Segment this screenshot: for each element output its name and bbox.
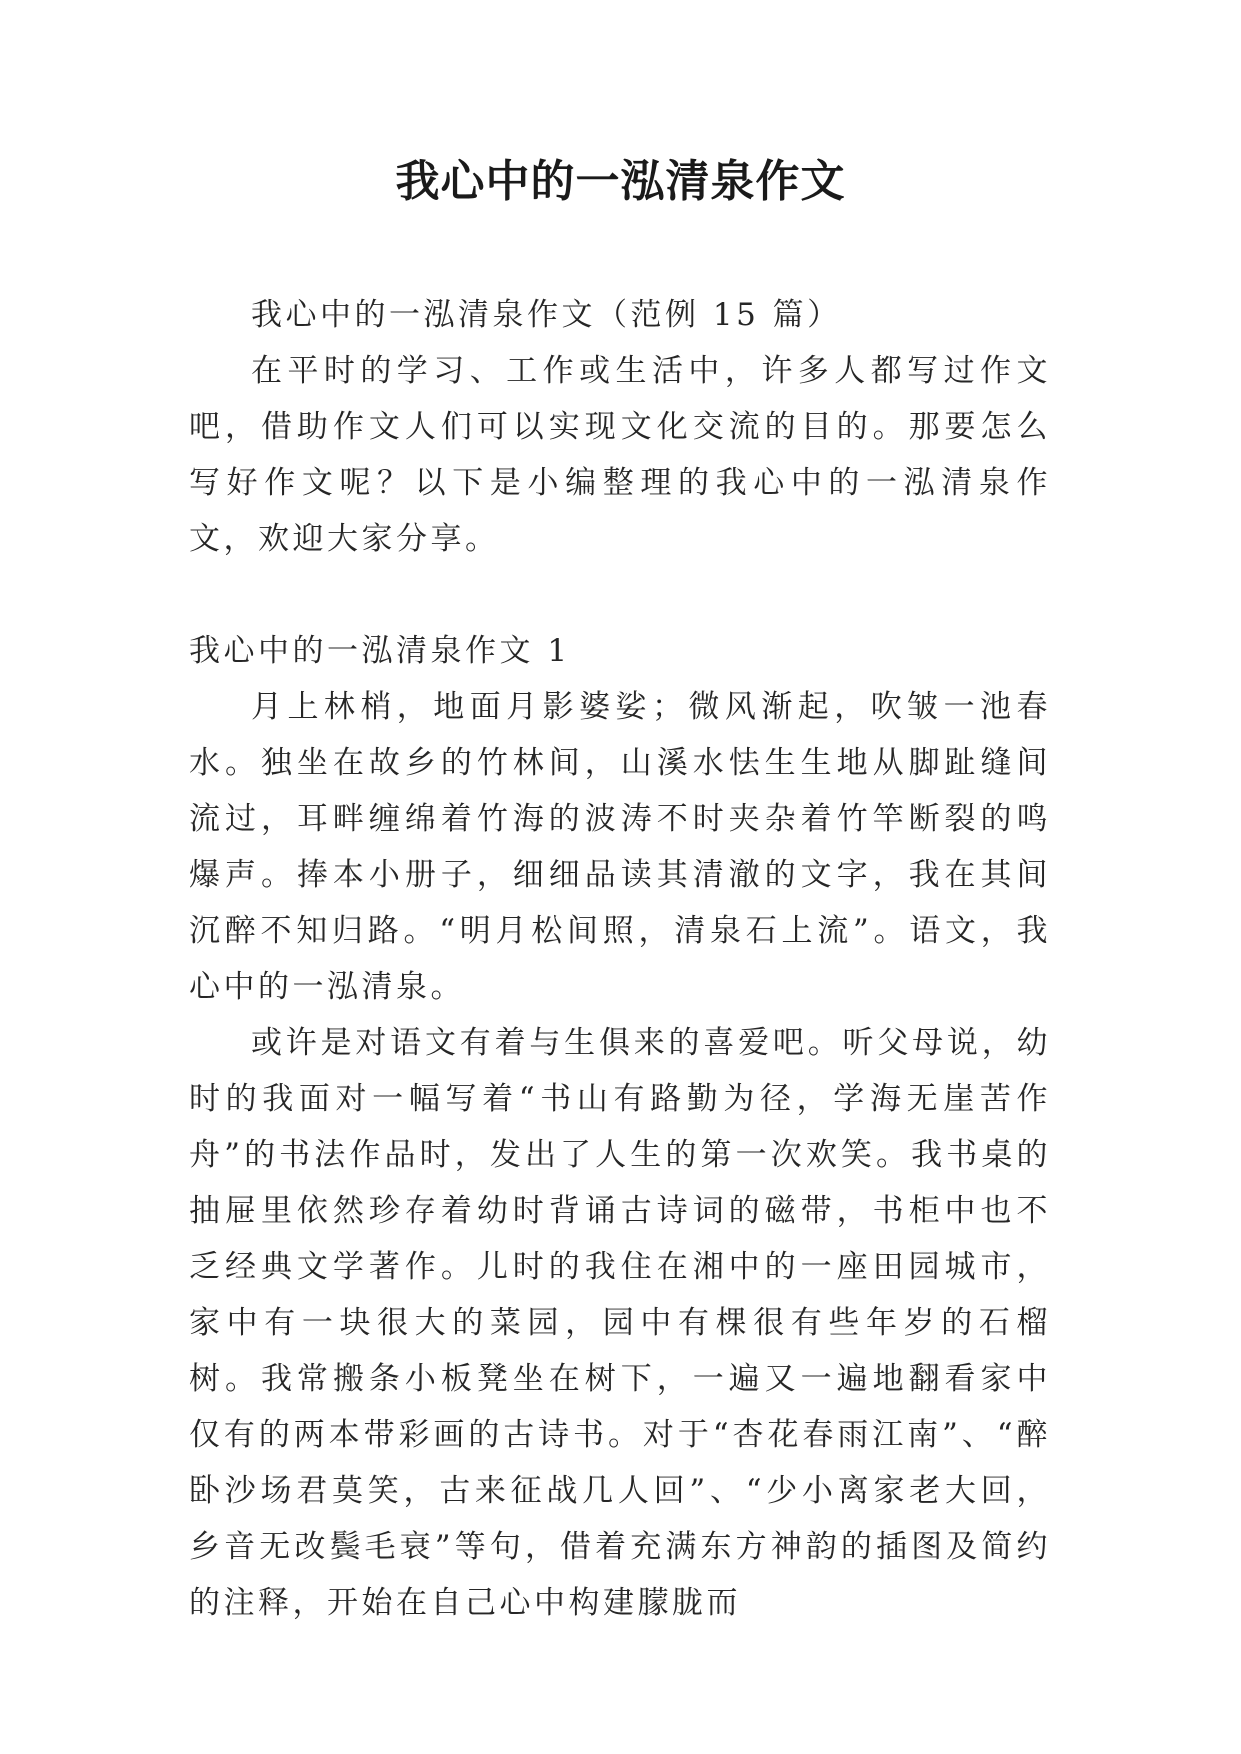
document-title: 我心中的一泓清泉作文: [395, 156, 846, 207]
intro-paragraph: 在平时的学习、工作或生活中，许多人都写过作文吧，借助作文人们可以实现文化交流的目的。那要怎么写好作文呢？以下是小编整理的我心中的一泓清泉作文，欢迎大家分享。: [189, 353, 1051, 557]
body-paragraph-2: 或许是对语文有着与生俱来的喜爱吧。听父母说，幼时的我面对一幅写着“书山有路勤为径，学海无崖苦作舟”的书法作品时，发出了人生的第一次欢笑。我书桌的抽屉里依然珍存着幼时背诵古诗词的磁带，书柜中也不乏经典文学著作。儿时的我住在湘中的一座田园城市，家中有一块很大的菜园，园中有棵很有些年岁的石榴树。我常搬条小板凳坐在树下，一遍又一遍地翻看家中仅有的两本带彩画的古诗书。对于“杏花春雨江南”、“醉卧沙场君莫笑，古来征战几人回”、“少小离家老大回，乡音无改鬓毛衰”等句，借着充满东方神韵的插图及简约的注释，开始在自己心中构建朦胧而: [189, 1025, 1051, 1621]
document-body: [189, 287, 1051, 1631]
body-paragraph-1: 月上林梢，地面月影婆娑；微风渐起，吹皱一池春水。独坐在故乡的竹林间，山溪水怯生生地从脚趾缝间流过，耳畔缠绵着竹海的波涛不时夹杂着竹竿断裂的鸣爆声。捧本小册子，细细品读其清澈的文字，我在其间沉醉不知归路。“明月松间照，清泉石上流”。语文，我心中的一泓清泉。: [189, 689, 1051, 1005]
intro-line: 我心中的一泓清泉作文（范例 15 篇）: [251, 297, 842, 333]
section-heading: 我心中的一泓清泉作文 1: [189, 633, 571, 669]
